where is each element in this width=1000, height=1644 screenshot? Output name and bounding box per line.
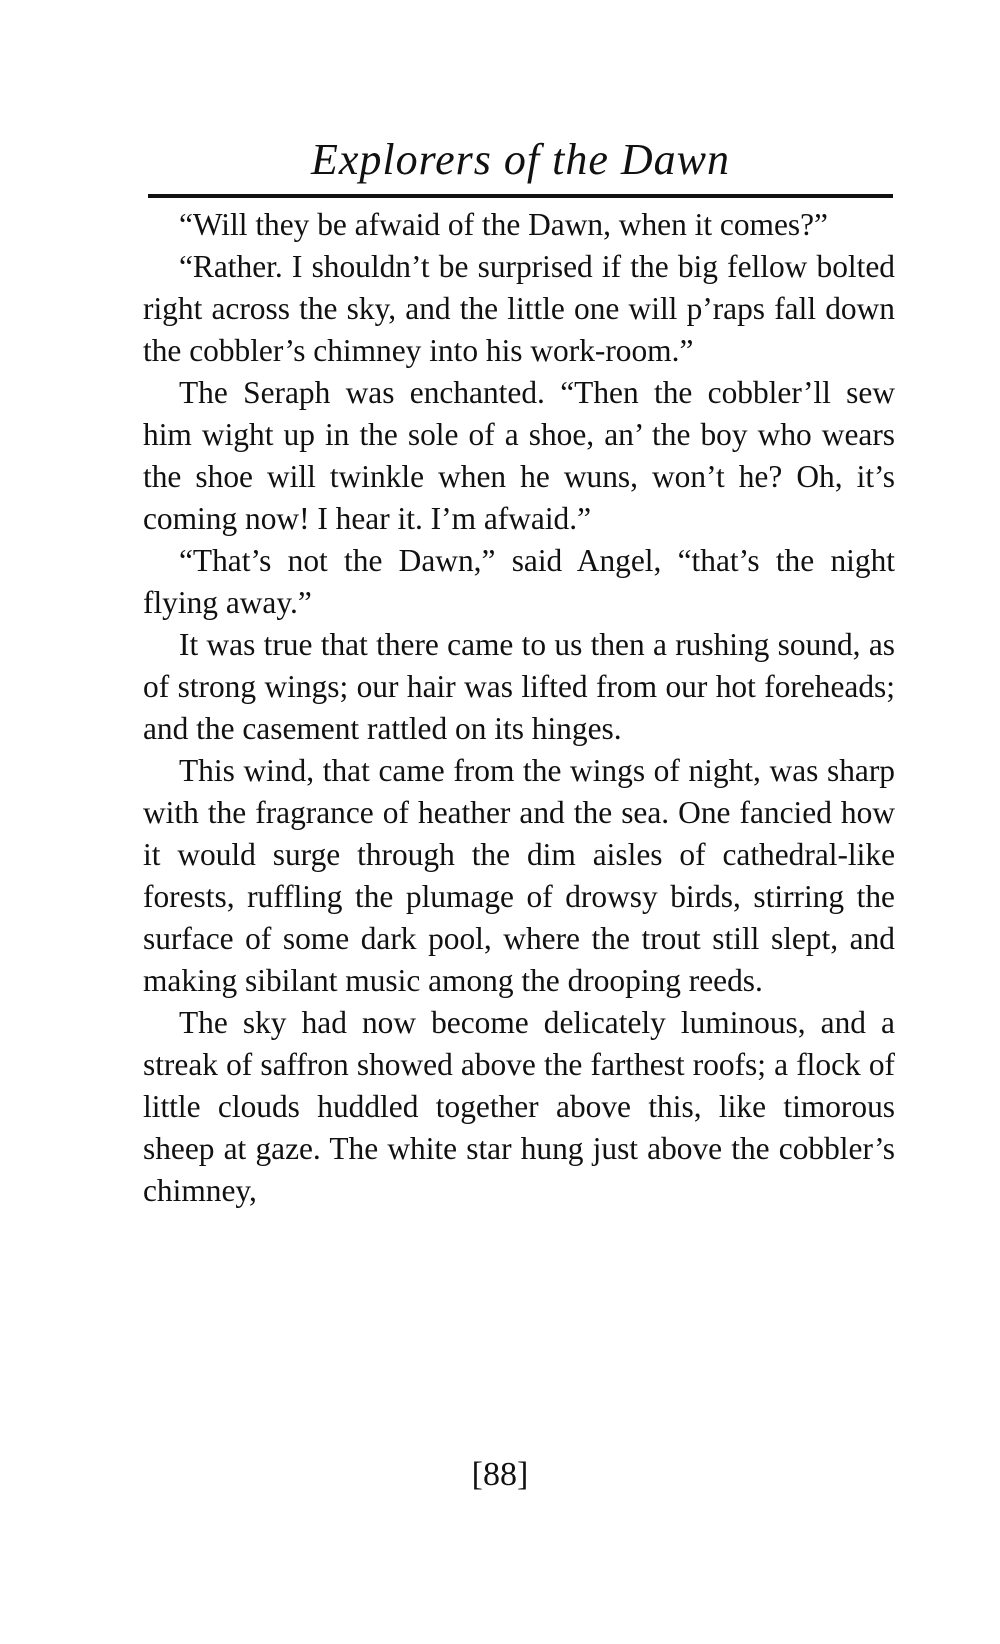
body-text <box>143 204 895 1212</box>
paragraph: “That’s not the Dawn,” said Angel, “that’s the night flying away.” <box>143 543 895 620</box>
paragraph: The sky had now become delicately luminous, and a streak of saffron showed above the farthest roofs; a flock of little clouds huddled together above this, like timorous sheep at gaze. The white star hung just above the cobbler’s chimney, <box>143 1005 895 1208</box>
running-head: Explorers of the Dawn <box>311 135 730 184</box>
paragraph: “Rather. I shouldn’t be surprised if the big fellow bolted right across the sky, and the little one will p’raps fall down the cobbler’s chimney into his work-room.” <box>143 249 895 368</box>
paragraph: This wind, that came from the wings of night, was sharp with the fragrance of heather and the sea. One fancied how it would surge through the dim aisles of cathedral-like forests, ruffling the plumage of drowsy birds, stirring the surface of some dark pool, where the trout still slept, and making sibilant music among the drooping reeds. <box>143 753 895 998</box>
paragraph: The Seraph was enchanted. “Then the cobbler’ll sew him wight up in the sole of a shoe, an’ the boy who wears the shoe will twinkle when he wuns, won’t he? Oh, it’s coming now! I hear it. I’m afwaid.” <box>143 375 895 536</box>
paragraph: It was true that there came to us then a rushing sound, as of strong wings; our hair was lifted from our hot foreheads; and the casement rattled on its hinges. <box>143 627 895 746</box>
header-rule <box>148 194 893 198</box>
paragraph: “Will they be afwaid of the Dawn, when it comes?” <box>179 207 828 242</box>
page-number: [88] <box>471 1456 529 1493</box>
